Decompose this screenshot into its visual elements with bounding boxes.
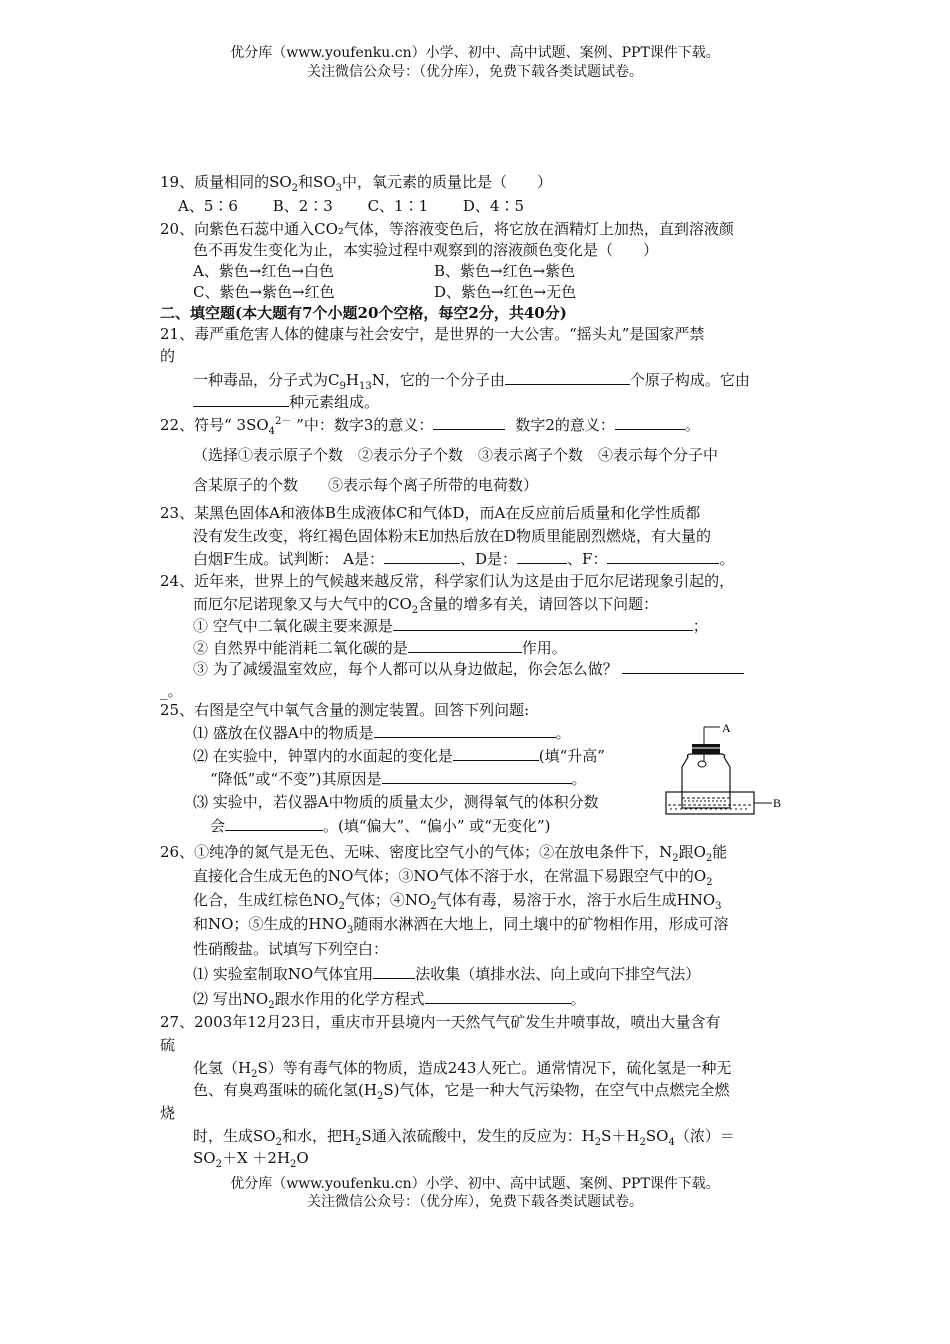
q27-line-3 bbox=[193, 1080, 729, 1100]
q27-sub: 2 bbox=[376, 1091, 384, 1102]
q22-text: 数字2的意义： bbox=[515, 416, 615, 434]
q26-text: ⑵ 写出NO bbox=[193, 990, 269, 1008]
q21-text: N bbox=[371, 371, 385, 389]
apparatus-label-a: A bbox=[722, 722, 731, 735]
q24-item-3 bbox=[193, 658, 744, 679]
q27-text: SO bbox=[193, 1149, 216, 1167]
q26-text: 跟水作用的化学方程式 bbox=[274, 990, 425, 1008]
q23-line-2: 没有发生改变，将红褐色固体粉末E加热后放在D物质里能剧烈燃烧，有大量的 bbox=[193, 527, 711, 545]
q27-sub: 4 bbox=[668, 1137, 675, 1148]
q23-blank-a[interactable] bbox=[384, 548, 460, 564]
q26-sub: 2 bbox=[338, 901, 345, 912]
section-2-title: 二、填空题(本大题有7个小题20个空格，每空2分，共40分) bbox=[160, 304, 567, 322]
q24-text: ① 空气中二氧化碳主要来源是 bbox=[193, 617, 393, 635]
q24-text: 而厄尔尼诺现象又与大气中的CO bbox=[193, 595, 412, 613]
q26-line-1 bbox=[160, 842, 727, 862]
q27-text: S＋H bbox=[601, 1127, 640, 1145]
q26-sub: 2 bbox=[705, 853, 713, 864]
q26-blank-2[interactable] bbox=[425, 988, 571, 1004]
q24-item-2 bbox=[193, 637, 567, 658]
q26-text: 能 bbox=[712, 843, 728, 861]
q27-sub: 2 bbox=[355, 1137, 362, 1148]
q27-text: 色、有臭鸡蛋味的硫化氢(H bbox=[193, 1081, 377, 1099]
q25-part-3b bbox=[210, 815, 551, 836]
q27-text: S）等有毒气体的物质，造成243人死亡。通常情况下，硫化氢是一种无 bbox=[257, 1059, 732, 1077]
apparatus-combustion-spoon bbox=[698, 761, 706, 767]
q27-sub: 2 bbox=[275, 1137, 282, 1148]
q24-sub: 2 bbox=[411, 605, 419, 616]
q27-line-1: 27、2003年12月23日，重庆市开县境内一天然气气矿发生井喷事故，喷出大量含有 bbox=[160, 1013, 721, 1031]
q22-line-1 bbox=[160, 414, 700, 435]
q27-text: 和水，把H bbox=[281, 1127, 356, 1145]
q23-line-3 bbox=[193, 548, 734, 569]
q25-text: “降低”或“不变”)其原因是 bbox=[210, 770, 382, 788]
q26-line-2 bbox=[193, 866, 713, 886]
q26-text: 气体；④NO bbox=[344, 891, 431, 909]
q24-text: ； bbox=[692, 617, 708, 635]
q22-blank-1[interactable] bbox=[433, 414, 505, 430]
q21-text: ，它的一个分子由 bbox=[384, 371, 505, 389]
q23-blank-d[interactable] bbox=[517, 548, 567, 564]
q23-line-1: 23、某黑色固体A和液体B生成液体C和气体D，而A在反应前后质量和化学性质都 bbox=[160, 504, 701, 522]
q21-line-2 bbox=[193, 369, 750, 390]
q25-text: 。 bbox=[555, 724, 571, 742]
q20-option-d: D、紫色→红色→无色 bbox=[434, 283, 577, 301]
q24-blank-1[interactable] bbox=[393, 615, 693, 631]
q26-text: 随雨水淋洒在大地上，同土壤中的矿物相作用，形成可溶 bbox=[353, 915, 729, 933]
question-19 bbox=[160, 172, 552, 192]
q26-text: 法收集（填排水法、向上或向下排空气法） bbox=[415, 965, 701, 983]
q19-text-b: 和SO bbox=[298, 173, 336, 191]
q26-part-2 bbox=[193, 988, 586, 1009]
q20-option-b: B、紫色→红色→紫色 bbox=[434, 262, 576, 280]
q26-part-1 bbox=[193, 963, 700, 984]
q26-sub: 2 bbox=[268, 1000, 275, 1011]
q24-text: 含量的增多有关，请回答以下问题： bbox=[418, 595, 659, 613]
q19-sub: 2 bbox=[291, 183, 299, 194]
q23-blank-f[interactable] bbox=[607, 548, 719, 564]
q23-text: 。 bbox=[719, 550, 735, 568]
footer-line-2: 关注微信公众号：（优分库），免费下载各类试题试卷。 bbox=[307, 1194, 643, 1210]
q26-sub: 3 bbox=[346, 925, 354, 936]
q21-line-1b: 的 bbox=[160, 347, 176, 365]
q23-text: 白烟F生成。试判断： A是： bbox=[193, 550, 385, 568]
q22-line-2: （选择①表示原子个数 ②表示分子个数 ③表示离子个数 ④表示每个分子中 bbox=[193, 446, 719, 464]
q21-text: 种元素组成。 bbox=[289, 393, 380, 411]
q27-sub: 2 bbox=[639, 1137, 646, 1148]
q26-blank-1[interactable] bbox=[373, 963, 415, 979]
q19-text-c: 中，氧元素的质量比是（ ） bbox=[342, 173, 553, 191]
q25-text: 。(填“偏大”、“偏小” 或“无变化”) bbox=[323, 817, 551, 835]
apparatus-label-b: B bbox=[773, 796, 782, 810]
q25-blank-4[interactable] bbox=[225, 815, 323, 831]
q21-sub: 9 bbox=[339, 381, 346, 392]
q27-text: SO bbox=[645, 1127, 669, 1145]
q24-blank-3[interactable] bbox=[622, 658, 744, 674]
q27-line-3b: 烧 bbox=[160, 1104, 176, 1122]
header-line-1: 优分库（www.youfenku.cn）小学、初中、高中试题、案例、PPT课件下载。 bbox=[230, 45, 720, 61]
q27-line-1b: 硫 bbox=[160, 1036, 176, 1054]
q26-text: 26、①纯净的氮气是无色、无味、密度比空气小的气体；②在放电条件下，N bbox=[160, 843, 673, 861]
q21-sub: 13 bbox=[358, 381, 372, 392]
q27-line-5 bbox=[193, 1148, 309, 1168]
q22-sub: 4 bbox=[268, 426, 276, 437]
q27-text: S)气体，它是一种大气污染物，在空气中点燃完全燃 bbox=[383, 1081, 730, 1099]
q25-part-2b bbox=[210, 768, 587, 789]
q26-text: 跟O bbox=[678, 843, 706, 861]
q27-line-2 bbox=[193, 1058, 731, 1078]
q20-line-2: 色不再发生变化为止，本实验过程中观察到的溶液颜色变化是（ ） bbox=[193, 241, 659, 259]
q22-text: 22、符号“ 3SO bbox=[160, 416, 269, 434]
q26-sub: 2 bbox=[706, 877, 713, 888]
q21-text: H bbox=[345, 371, 359, 389]
q24-line-1: 24、近年来，世界上的气候越来越反常，科学家们认为这是由于厄尔尼诺现象引起的， bbox=[160, 572, 735, 590]
q27-sub: 2 bbox=[594, 1137, 602, 1148]
q26-line-4 bbox=[193, 914, 728, 934]
q24-blank-2[interactable] bbox=[408, 637, 522, 653]
q26-text: 。 bbox=[570, 990, 586, 1008]
q26-text: 气体有毒，易溶于水，溶于水后生成HNO bbox=[436, 891, 716, 909]
q27-text: O bbox=[296, 1149, 309, 1167]
q21-line-1: 21、毒严重危害人体的健康与社会安宁，是世界的一大公害。“摇头丸”是国家严禁 bbox=[160, 325, 705, 343]
q25-line-1: 25、右图是空气中氧气含量的测定装置。回答下列问题: bbox=[160, 701, 530, 719]
q22-text: ”中：数字3的意义： bbox=[291, 416, 434, 434]
q27-text: ＋X ＋2H bbox=[221, 1149, 291, 1167]
q24-item-1 bbox=[193, 615, 708, 636]
q25-blank-2[interactable] bbox=[453, 745, 539, 761]
q27-sub: 2 bbox=[290, 1159, 297, 1170]
q25-text: ⑴ 盛放在仪器A中的物质是 bbox=[193, 724, 374, 742]
q27-text: S通入浓硫酸中，发生的反应为：H bbox=[361, 1127, 595, 1145]
q21-text: 一种毒品，分子式为C bbox=[193, 371, 340, 389]
q26-sub: 3 bbox=[715, 901, 722, 912]
q23-text: 、F： bbox=[567, 550, 608, 568]
q26-line-5: 性硝酸盐。试填写下列空白： bbox=[193, 940, 389, 958]
q27-text: 时，生成SO bbox=[193, 1127, 276, 1145]
q21-blank-2[interactable] bbox=[193, 391, 289, 407]
q26-text: ⑴ 实验室制取NO气体宜用 bbox=[193, 965, 374, 983]
q24-line-2 bbox=[193, 594, 658, 614]
q25-part-3: ⑶ 实验中，若仪器A中物质的质量太少，测得氧气的体积分数 bbox=[193, 793, 599, 811]
q24-text: 作用。 bbox=[521, 639, 567, 657]
q22-blank-2[interactable] bbox=[615, 414, 685, 430]
q27-sub: 2 bbox=[215, 1159, 222, 1170]
q25-text: 会 bbox=[210, 817, 226, 835]
q25-text: (填“升高” bbox=[538, 747, 605, 765]
q25-text: 。 bbox=[571, 770, 587, 788]
q25-part-2 bbox=[193, 745, 605, 766]
oxygen-measurement-apparatus-diagram bbox=[662, 722, 792, 822]
q22-sup: 2－ bbox=[275, 416, 292, 427]
q24-text: ③ 为了减缓温室效应，每个人都可以从身边做起，你会怎么做？ bbox=[193, 660, 618, 678]
q24-item-3-end: _。 bbox=[160, 682, 183, 700]
q25-part-1 bbox=[193, 722, 571, 743]
q26-text: 和NO；⑤生成的HNO bbox=[193, 915, 347, 933]
q25-text: ⑵ 在实验中，钟罩内的水面起的变化是 bbox=[193, 747, 453, 765]
apparatus-stopper bbox=[692, 744, 720, 754]
q26-text: 直接化合生成无色的NO气体；③NO气体不溶于水，在常温下易跟空气中的O bbox=[193, 867, 707, 885]
q19-sub: 3 bbox=[335, 183, 342, 194]
footer-line-1: 优分库（www.youfenku.cn）小学、初中、高中试题、案例、PPT课件下载。 bbox=[230, 1176, 720, 1192]
q19-text-a: 19、质量相同的SO bbox=[160, 173, 292, 191]
q22-line-3: 含某原子的个数 ⑤表示每个离子所带的电荷数） bbox=[193, 476, 539, 494]
q23-text: 、D是： bbox=[460, 550, 518, 568]
q24-text: ② 自然界中能消耗二氧化碳的是 bbox=[193, 639, 408, 657]
q25-blank-1[interactable] bbox=[374, 722, 556, 738]
q19-options: A、5∶6 B、2∶3 C、1∶1 D、4∶5 bbox=[178, 197, 525, 215]
header-line-2: 关注微信公众号：（优分库），免费下载各类试题试卷。 bbox=[307, 64, 643, 80]
q27-line-4 bbox=[193, 1126, 735, 1146]
q26-line-3 bbox=[193, 890, 722, 910]
q26-sub: 2 bbox=[430, 901, 437, 912]
q21-line-3 bbox=[193, 391, 379, 412]
q21-blank-1[interactable] bbox=[505, 369, 630, 385]
q22-text: 。 bbox=[684, 416, 700, 434]
q21-text: 个原子构成。它由 bbox=[629, 371, 750, 389]
q26-sub: 2 bbox=[672, 853, 679, 864]
q27-sub: 2 bbox=[251, 1069, 258, 1080]
q20-line-1: 20、向紫色石蕊中通入CO₂气体，等溶液变色后，将它放在酒精灯上加热，直到溶液颜 bbox=[160, 220, 734, 238]
q25-blank-3[interactable] bbox=[382, 768, 572, 784]
q26-text: 化合，生成红棕色NO bbox=[193, 891, 339, 909]
q20-option-c: C、紫色→紫色→红色 bbox=[193, 283, 335, 301]
apparatus-water-trough bbox=[666, 792, 754, 814]
q27-text: （浓）＝ bbox=[674, 1127, 735, 1145]
q20-option-a: A、紫色→红色→白色 bbox=[193, 262, 334, 280]
q27-text: 化氢（H bbox=[193, 1059, 252, 1077]
